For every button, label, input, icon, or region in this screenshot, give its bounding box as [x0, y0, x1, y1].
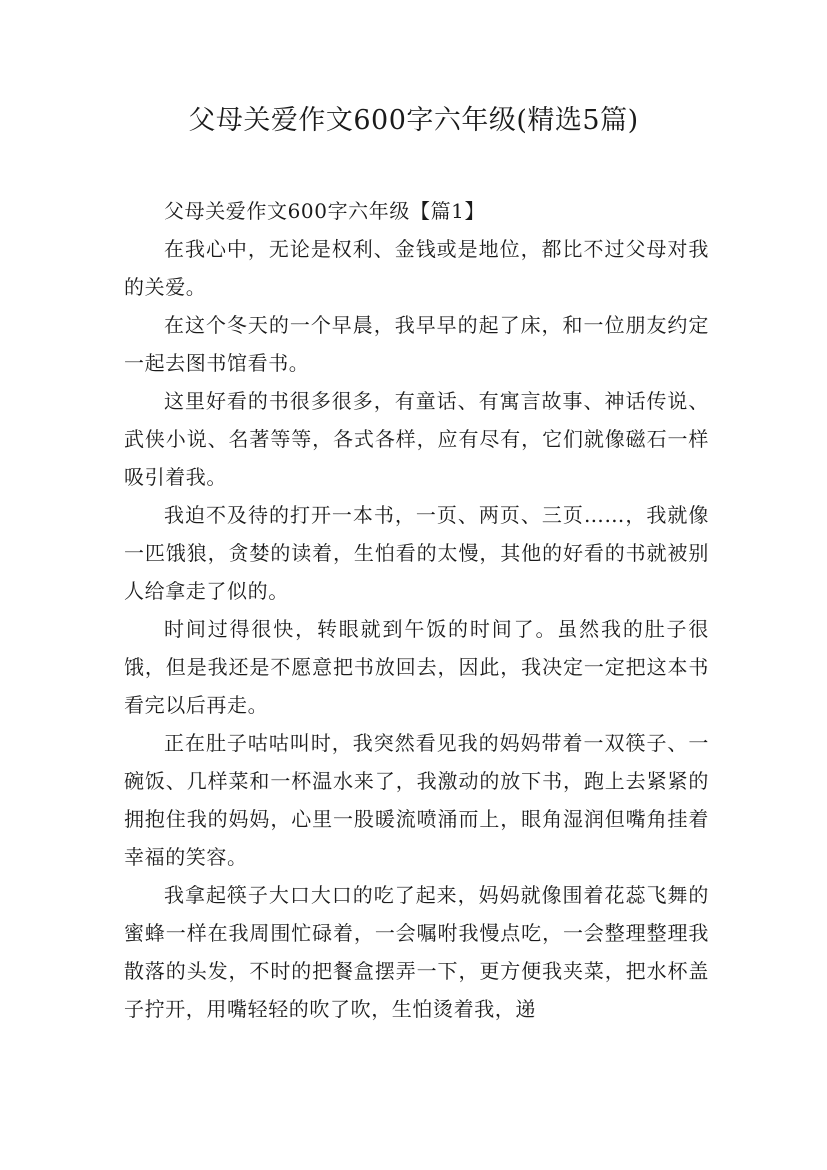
paragraph: 这里好看的书很多很多，有童话、有寓言故事、神话传说、武侠小说、名著等等，各式各样，应有尽有，它们就像磁石一样吸引着我。	[124, 389, 709, 489]
paragraph: 我迫不及待的打开一本书，一页、两页、三页……，我就像一匹饿狼，贪婪的读着，生怕看的太慢，其他的好看的书就被别人给拿走了似的。	[124, 503, 709, 603]
document-title: 父母关爱作文600字六年级(精选5篇)	[188, 105, 639, 136]
paragraph: 在这个冬天的一个早晨，我早早的起了床，和一位朋友约定一起去图书馆看书。	[124, 313, 709, 375]
paragraph: 我拿起筷子大口大口的吃了起来，妈妈就像围着花蕊飞舞的蜜蜂一样在我周围忙碌着，一会嘱咐我慢点吃，一会整理整理我散落的头发，不时的把餐盒摆弄一下，更方便我夹菜，把水杯盖子拧开，用嘴轻轻的吹了吹，生怕烫着我，递	[124, 883, 709, 1021]
paragraph: 在我心中，无论是权利、金钱或是地位，都比不过父母对我的关爱。	[124, 237, 709, 299]
paragraph: 时间过得很快，转眼就到午饭的时间了。虽然我的肚子很饿，但是我还是不愿意把书放回去，因此，我决定一定把这本书看完以后再走。	[124, 617, 709, 717]
paragraph: 正在肚子咕咕叫时，我突然看见我的妈妈带着一双筷子、一碗饭、几样菜和一杯温水来了，我激动的放下书，跑上去紧紧的拥抱住我的妈妈，心里一股暖流喷涌而上，眼角湿润但嘴角挂着幸福的笑容。	[124, 731, 709, 869]
section-heading: 父母关爱作文600字六年级【篇1】	[164, 199, 486, 223]
document-body	[124, 192, 709, 1028]
